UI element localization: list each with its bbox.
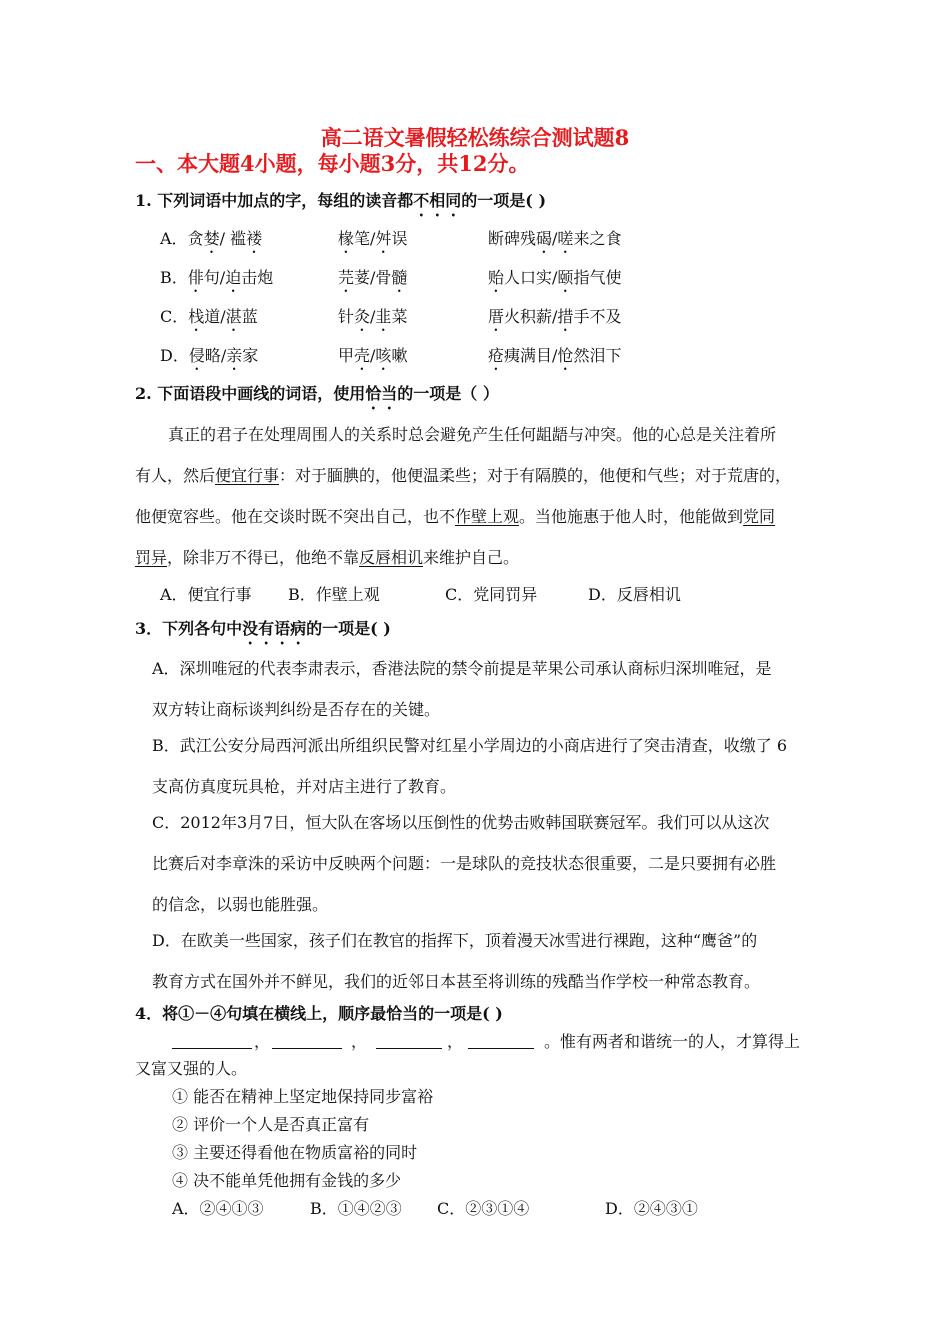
q3-option-c-line-3: 的信念，以弱也能胜强。 bbox=[152, 895, 329, 914]
q1-row-c-col3: 厝火积薪/措手不及 bbox=[488, 307, 622, 326]
q1-row-b-col3: 贻人口实/颐指气使 bbox=[488, 268, 622, 287]
page-title: 高二语文暑假轻松练综合测试题8 bbox=[320, 125, 630, 150]
q4-fill-line: ， ， ， 。惟有两者和谐统一的人，才算得上 bbox=[172, 1032, 800, 1052]
section-heading: 一、本大题4小题，每小题3分，共12分。 bbox=[135, 151, 530, 176]
emphasis-text: 没有语病 bbox=[242, 619, 307, 638]
stem-text: 的一项是( ) bbox=[461, 191, 547, 210]
stem-text: 2. 下面语段中画线的词语，使用 bbox=[135, 384, 366, 403]
q2-option-a: A．便宜行事 bbox=[160, 585, 252, 604]
question-1-stem bbox=[135, 191, 546, 220]
q2-option-b: B．作壁上观 bbox=[288, 585, 380, 604]
q4-sentence-2: ② 评价一个人是否真正富有 bbox=[172, 1115, 370, 1134]
q1-row-b-col1: B．俳句/迫击炮 bbox=[160, 268, 274, 287]
q4-sentence-4: ④ 决不能单凭他拥有金钱的多少 bbox=[172, 1171, 402, 1190]
q3-option-b-line-1: B．武江公安分局西河派出所组织民警对红星小学周边的小商店进行了突击清查，收缴了 6 bbox=[152, 736, 788, 755]
underlined-term: 党同 bbox=[743, 507, 776, 526]
q1-row-a-col3: 断碑残碣/嗟来之食 bbox=[488, 229, 622, 248]
q3-option-c-line-1: C．2012年3月7日，恒大队在客场以压倒性的优势击败韩国联赛冠军。我们可以从这次 bbox=[152, 813, 770, 832]
emphasis-text: 恰当 bbox=[365, 384, 398, 403]
stem-text: 的一项是（ ） bbox=[397, 384, 499, 403]
stem-text: 1. 下列词语中加点的字，每组的读音都 bbox=[135, 191, 414, 210]
q4-sentence-1: ① 能否在精神上坚定地保持同步富裕 bbox=[172, 1087, 434, 1106]
question-4-stem: 4．将①－④句填在横线上，顺序最恰当的一项是( ) bbox=[135, 1004, 503, 1023]
q4-option-a: A．②④①③ bbox=[172, 1199, 264, 1218]
q2-paragraph-line-4: 罚异，除非万不得已，他绝不靠反唇相讥来维护自己。 bbox=[135, 548, 520, 567]
q1-row-d-col3: 疮痍满目/怆然泪下 bbox=[488, 346, 622, 365]
answer-blank-1[interactable] bbox=[172, 1032, 252, 1049]
q3-option-b-line-2: 支高仿真度玩具枪，并对店主进行了教育。 bbox=[152, 777, 457, 796]
q4-option-b: B．①④②③ bbox=[310, 1199, 402, 1218]
q1-row-d-col1: D．侵略/亲家 bbox=[160, 346, 259, 365]
q1-row-a-col2: 椽笔/舛误 bbox=[338, 229, 408, 248]
q3-option-d-line-2: 教育方式在国外并不鲜见，我们的近邻日本甚至将训练的残酷当作学校一种常态教育。 bbox=[152, 972, 761, 991]
underlined-term: 作壁上观 bbox=[455, 507, 520, 526]
answer-blank-2[interactable] bbox=[272, 1032, 342, 1049]
q2-paragraph-line-3: 他便宽容些。他在交谈时既不突出自己，也不作壁上观。当他施惠于他人时，他能做到党同 bbox=[135, 507, 776, 526]
answer-blank-3[interactable] bbox=[376, 1032, 442, 1049]
answer-blank-4[interactable] bbox=[468, 1032, 534, 1049]
q3-option-a-line-2: 双方转让商标谈判纠纷是否存在的关键。 bbox=[152, 700, 441, 719]
underlined-term: 便宜行事 bbox=[215, 466, 280, 485]
q3-option-c-line-2: 比赛后对李章洙的采访中反映两个问题：一是球队的竞技状态很重要，二是只要拥有必胜 bbox=[152, 854, 777, 873]
q2-paragraph-line-2: 有人，然后便宜行事：对于腼腆的，他便温柔些；对于有隔膜的，他便和气些；对于荒唐的， bbox=[135, 466, 792, 485]
underlined-term: 罚异 bbox=[135, 548, 168, 567]
question-3-stem bbox=[135, 619, 391, 648]
stem-text: 3．下列各句中 bbox=[135, 619, 243, 638]
emphasis-text: 不相同 bbox=[413, 191, 462, 210]
q2-option-c: C．党同罚异 bbox=[445, 585, 538, 604]
stem-text: 的一项是( ) bbox=[306, 619, 391, 638]
q1-row-b-col2: 芫荽/骨髓 bbox=[338, 268, 408, 287]
q4-option-c: C．②③①④ bbox=[437, 1199, 530, 1218]
q4-fill-line-2: 又富又强的人。 bbox=[135, 1059, 248, 1078]
q4-option-d: D．②④③① bbox=[605, 1199, 698, 1218]
q3-option-d-line-1: D．在欧美一些国家，孩子们在教官的指挥下，顶着漫天冰雪进行裸跑，这种“鹰爸”的 bbox=[152, 931, 758, 950]
q2-option-d: D．反唇相讥 bbox=[588, 585, 681, 604]
q1-row-c-col2: 针灸/韭菜 bbox=[338, 307, 408, 326]
q1-row-c-col1: C．栈道/湛蓝 bbox=[160, 307, 258, 326]
q3-option-a-line-1: A．深圳唯冠的代表李肃表示，香港法院的禁令前提是苹果公司承认商标归深圳唯冠，是 bbox=[152, 659, 772, 678]
underlined-term: 反唇相讥 bbox=[359, 548, 424, 567]
q2-paragraph-line-1: 真正的君子在处理周围人的关系时总会避免产生任何龃龉与冲突。他的心总是关注着所 bbox=[168, 425, 777, 444]
q1-row-d-col2: 甲壳/咳嗽 bbox=[338, 346, 408, 365]
q4-sentence-3: ③ 主要还得看他在物质富裕的同时 bbox=[172, 1143, 418, 1162]
q1-row-a-col1: A．贪婪/ 褴褛 bbox=[160, 229, 263, 248]
question-2-stem bbox=[135, 384, 499, 413]
